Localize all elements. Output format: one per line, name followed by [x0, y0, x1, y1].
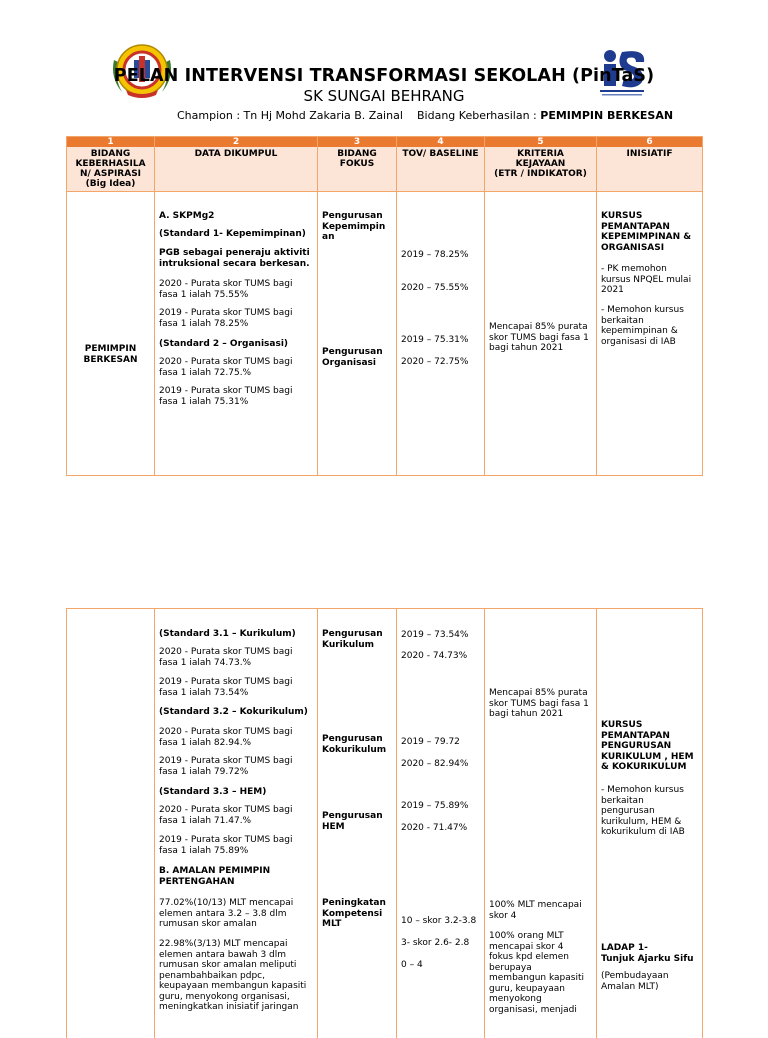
ladap-title: LADAP 1- Tunjuk Ajarku Sifu [601, 943, 694, 964]
fokus-kurikulum: Pengurusan Kurikulum [322, 629, 383, 650]
standard-2-2019: 2019 - Purata skor TUMS bagi fasa 1 ialah 75.31% [159, 386, 293, 407]
section-b-item: 22.98%(3/13) MLT mencapai elemen antara bawah 3 dlm rumusan skor amalan meliputi penambahbaikan pdpc, keupayaan membangun kapasiti guru, menyokong organisasi, meningkatkan inisiatif jaringan [159, 939, 307, 1012]
standard-2-2020: 2020 - Purata skor TUMS bagi fasa 1 ialah 72.75.% [159, 357, 293, 378]
col-divider [317, 609, 318, 1038]
standard-3-3-title: (Standard 3.3 – HEM) [159, 787, 267, 797]
col-divider [484, 609, 485, 1038]
header-divider [67, 191, 702, 192]
kriteria-cell: Mencapai 85% purata skor TUMS bagi fasa 1 bagi tahun 2021 [489, 322, 589, 353]
col-number: 3 [353, 137, 361, 147]
fokus-mlt: Peningkatan Kompetensi MLT [322, 898, 386, 929]
standard-3-1-title: (Standard 3.1 – Kurikulum) [159, 629, 296, 639]
col-number: 5 [537, 137, 544, 147]
standard-3-1-2020: 2020 - Purata skor TUMS bagi fasa 1 ialah 74.73.% [159, 647, 293, 668]
col-header-big-idea: BIDANG KEBERHASILA N/ ASPIRASI (Big Idea) [75, 149, 146, 189]
col-header-inisiatif: INISIATIF [626, 149, 673, 159]
fokus-organisasi: Pengurusan Organisasi [322, 347, 383, 368]
section-a-title: A. SKPMg2 [159, 211, 215, 221]
col-header-tov: TOV/ BASELINE [402, 149, 479, 159]
col-divider [396, 137, 397, 475]
section-b-title: B. AMALAN PEMIMPIN PERTENGAHAN [159, 866, 271, 887]
col-divider [154, 609, 155, 1038]
col-header-data: DATA DIKUMPUL [194, 149, 278, 159]
tov-value: 2019 – 73.54% [401, 630, 469, 640]
standard-3-3-2020: 2020 - Purata skor TUMS bagi fasa 1 ialah 71.47.% [159, 805, 293, 826]
standard-2-title: (Standard 2 – Organisasi) [159, 339, 289, 349]
col-divider [154, 137, 155, 475]
col-divider [484, 137, 485, 475]
col-number: 4 [437, 137, 444, 147]
champion-line: Champion : Tn Hj Mohd Zakaria B. Zainal [177, 109, 403, 122]
col-number: 1 [107, 137, 114, 147]
standard-1-2019: 2019 - Purata skor TUMS bagi fasa 1 ialah 78.25% [159, 308, 293, 329]
col-header-fokus: BIDANG FOKUS [337, 149, 377, 169]
tov-value: 0 – 4 [401, 960, 423, 970]
tov-value: 2019 – 75.89% [401, 801, 469, 811]
big-idea-cell: PEMIMPIN BERKESAN [83, 344, 138, 365]
standard-3-2-title: (Standard 3.2 – Kokurikulum) [159, 707, 308, 717]
tov-value: 2019 – 75.31% [401, 335, 469, 345]
ladap-desc: (Pembudayaan Amalan MLT) [601, 971, 669, 992]
col-number: 6 [646, 137, 653, 147]
inisiatif-item: - PK memohon kursus NPQEL mulai 2021 [601, 264, 692, 295]
inisiatif-item: - Memohon kursus berkaitan pengurusan kurikulum, HEM & kokurikulum di IAB [601, 785, 685, 837]
col-divider [396, 609, 397, 1038]
page-title: PELAN INTERVENSI TRANSFORMASI SEKOLAH (PinTaS) [113, 66, 655, 86]
kriteria-mlt-detail: 100% orang MLT mencapai skor 4 fokus kpd elemen berupaya membangun kapasiti guru, keupayaan menyokong organisasi, menjadi [489, 931, 585, 1015]
tov-value: 2019 – 78.25% [401, 250, 469, 260]
fokus-kepemimpinan: Pengurusan Kepemimpin an [322, 211, 386, 242]
standard-3-1-2019: 2019 - Purata skor TUMS bagi fasa 1 ialah 73.54% [159, 677, 293, 698]
col-divider [596, 137, 597, 475]
standard-1-title: (Standard 1- Kepemimpinan) [159, 229, 306, 239]
standard-3-2-2019: 2019 - Purata skor TUMS bagi fasa 1 ialah 79.72% [159, 756, 293, 777]
school-name: SK SUNGAI BEHRANG [303, 87, 465, 105]
inisiatif-title: KURSUS PEMANTAPAN PENGURUSAN KURIKULUM , HEM & KOKURIKULUM [601, 720, 694, 772]
standard-1-2020: 2020 - Purata skor TUMS bagi fasa 1 ialah 75.55% [159, 279, 293, 300]
section-b-item: 77.02%(10/13) MLT mencapai elemen antara 3.2 – 3.8 dlm rumusan skor amalan [159, 898, 294, 929]
bidang-keberhasilan [417, 109, 673, 122]
tov-value: 10 – skor 3.2-3.8 [401, 916, 477, 926]
col-header-kriteria: KRITERIA KEJAYAAN (ETR / INDIKATOR) [494, 149, 587, 179]
fokus-hem: Pengurusan HEM [322, 811, 383, 832]
inisiatif-title: KURSUS PEMANTAPAN KEPEMIMPINAN & ORGANISASI [601, 211, 692, 253]
col-divider [596, 609, 597, 1038]
intervention-table-2 [66, 608, 703, 1038]
kriteria-cell: Mencapai 85% purata skor TUMS bagi fasa 1 bagi tahun 2021 [489, 688, 589, 719]
tov-value: 2020 - 71.47% [401, 823, 468, 833]
bidang-label: Bidang Keberhasilan : [417, 109, 541, 122]
col-divider [317, 137, 318, 475]
tov-value: 2020 – 75.55% [401, 283, 469, 293]
kriteria-mlt: 100% MLT mencapai skor 4 [489, 900, 582, 921]
tov-value: 3- skor 2.6- 2.8 [401, 938, 470, 948]
standard-3-3-2019: 2019 - Purata skor TUMS bagi fasa 1 ialah 75.89% [159, 835, 293, 856]
tov-value: 2020 - 74.73% [401, 651, 468, 661]
bidang-value: PEMIMPIN BERKESAN [540, 109, 674, 122]
intervention-table-1 [66, 136, 703, 476]
inisiatif-item: - Memohon kursus berkaitan kepemimpinan & organisasi di IAB [601, 305, 684, 347]
standard-3-2-2020: 2020 - Purata skor TUMS bagi fasa 1 ialah 82.94.% [159, 727, 293, 748]
col-number: 2 [232, 137, 240, 147]
tov-value: 2020 – 72.75% [401, 357, 469, 367]
tov-value: 2019 – 79.72 [401, 737, 460, 747]
tov-value: 2020 – 82.94% [401, 759, 469, 769]
fokus-kokurikulum: Pengurusan Kokurikulum [322, 734, 387, 755]
standard-1-desc: PGB sebagai peneraju aktiviti intruksional secara berkesan. [159, 248, 310, 269]
